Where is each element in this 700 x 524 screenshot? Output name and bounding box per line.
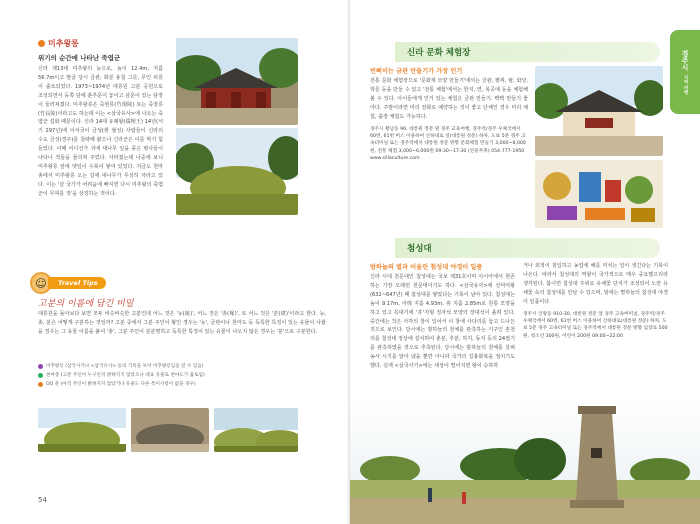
- tomb-legend: [38, 362, 326, 389]
- cheomseongdae-body-cont: 거나 외적이 침입하고 농업에 해를 미치는 일이 생긴다는 기록이 나온다. 따라서 첨성대의 역할이 국가적으로 매우 중요했으리라 생각된다. 봄이면 첨성대 주위로 유채꽃 단지가 조성되어 노란 유채꽃 속의 첨성대를 만날 수 있으며, 밤에는 별하늘의 첨성대 야경이 일품이다.: [523, 263, 668, 305]
- legend-item: OO 분 (아직 주인이 밝혀지지 않았거나 유물도 다른 특이사항이 없을 경우): [38, 380, 326, 389]
- crafts-photo: [535, 160, 663, 228]
- tomb-mound-photo: [176, 128, 298, 215]
- section-title: 미추왕릉: [48, 39, 79, 48]
- tips-body: 대릉원을 돌아보다 보면 모두 비슷비슷한 고분인데 어느 것은 '능(陵)', 어느 것은 '총(塚)', 또 어느 것은 '분(墳)'이라고 한다. 능, 총, 분은 어떻게 구분하는 것일까? 고분 중에서 그분 주인이 왕인 경우는 '능', 금관이나 천마도 등 독특한 특징이 있는 유물이 나왔을 경우는 그 유물 이름을 붙여 '총', 그분 주인이 분분명하고 독특한 특징이 있는 유물이 나오지 않은 경우는 '분'으로 구분한다.: [38, 311, 326, 335]
- cheomseongdae-section-cont: [523, 262, 668, 340]
- tomb-gate-photo: [176, 38, 298, 125]
- side-tab-subtitle: 지역 여행: [683, 74, 688, 95]
- culture-experience-section: [370, 66, 528, 163]
- tomb-photo-2: [131, 408, 209, 452]
- legend-bullet-icon: [38, 364, 43, 369]
- section-body: 신라 제13대 미추왕의 능으로, 높이 12.4m, 지름 56.7m이고 발굴 당시 금관, 화분 용칠 그릇, 무인 피릉이 출토되었다. 1973~1974년 대릉원 고분 공원으로 조성되면서 동쪽 담에 춘추문이 놓이고 삼문이 있는 담장이 둘러쳐졌다. 미추왕릉은 죽현릉(竹現陵) 또는 죽장릉(竹長陵)이라고도 하는데 이는 <삼국유사>에 나오는 죽엽군 설화 때문이다. 신라 14대 유례왕(儒理王) 14년(서기 297년)에 이서국이 금성(현 월성) 사람들이 신라의 수도 금성(경주)를 침략해 왔으나 신라군은 이를 막기 힘들었다. 이때 어디선가 귀에 대나무 잎을 꽂은 병사들이 나타나 적들을 물리쳐 주었다. 사라졌는데 나중에 보니 미추왕릉 앞에 댓잎이 수북이 쌓여 있었다. 지금도 천마총에서 미추왕릉 오는 길에 대나무가 무성히 자라고 있다. 이는 '살 국가가 어려움에 빠지면 다시 미추왕의 죽엽군이 무찌를 것'을 상징하는 것이다.: [38, 66, 163, 197]
- cheomseongdae-heading: 첨성대: [395, 238, 660, 258]
- cheomseongdae-section: [370, 262, 515, 371]
- culture-experience-heading: 신라 문화 체험장: [395, 42, 660, 62]
- legend-item: 미추왕릉 (삼국사기나 <삼국유사> 등의 기록을 보아 미추왕릉임을 알 수 있음): [38, 362, 326, 371]
- legend-item: 천마총 (고분 주인이 누구인지 밝혀지지 않았으나 대표 유물로 천마도가 출토됨): [38, 371, 326, 380]
- legend-bullet-icon: [38, 382, 43, 387]
- section-heading: [38, 38, 163, 49]
- bullet-icon: [38, 40, 45, 47]
- page-number: 54: [38, 496, 47, 504]
- culture-body: 전통 문화 체험장으로 '문화재 모양 만들기'에서는 금관, 팔찌, 탈, 와당, 학문 등을 만들 수 있고 '전통 체험'에서는 한지, 연, 목공에 등을 체험해 볼 수 있다. 아이들에게 인기 있는 체험은 금관 만들기. 빡빡 만들기 좋아다. 주말이라면 미리 전화로 예약하는 것이 좋고 단체인 경우 미리 체험, 출장 체험도 가능하다.: [370, 78, 528, 120]
- michu-tomb-section: [38, 38, 163, 199]
- side-tab-title: 경주시: [681, 49, 689, 71]
- cheomseongdae-info: 경주시 인왕동 910-30, 대릉원 정문 앞 경주 고속버미널, 경주역/경주 우체국에서 60번, 61번 버스 이용하여 산하대로(대릉원 정문) 하차, 도보 5분 경주 고속터미널 또는 경주역에서 대릉원 정문 방향 입장료 500원, 청소년 300원, 어린이 200원 09:00~22:00: [523, 311, 668, 339]
- culture-info: 경주시 황남동 96. 대릉원 정문 옆 경주 교육여행, 경주역/경주 우체국에서 60번, 61번 버스 이용하여 산하대로 일(대릉원 정문) 하차, 도보 5분 경주 고속터미널 또는 경주역에서 대릉원 정문 방향 문화체험 만들기 3,000~8,000원, 전통 체험 3,000~6,000원 09:30~17:30 (연중무휴) 054-777-1950 www.sillaculture.com: [370, 126, 526, 162]
- cheomseongdae-photo: [350, 400, 700, 524]
- culture-subtitle: 빈삐이는 금관 만들기가 가장 인기: [370, 68, 463, 75]
- culture-center-photo: [535, 66, 663, 156]
- cheomseongdae-subtitle: 밤하늘의 별과 어울린 첨성대 야경이 일품: [370, 264, 483, 271]
- region-side-tab: [670, 30, 700, 114]
- tomb-photo-3: [214, 408, 298, 452]
- tips-title: 고분의 이름에 담긴 비밀: [38, 299, 134, 309]
- legend-bullet-icon: [38, 373, 43, 378]
- travel-tips-label: Travel Tips: [48, 277, 106, 289]
- cheomseongdae-body: 신라 시대 천문대인 첨성대는 국보 제31호이며 아시아에서 현존하는 가장 오래된 천문대이기도 하다. <삼국유사>에 선덕여왕(632~647년) 때 첨성대를 쌓았다는 기록이 남아 있다. 첨성대는 높이 9.17m, 아래 지름 4.93m, 위 지름 2.85m로 원통 모양을 하고 있고 꼭대기에 '井'자형 정자석 모양의 장대석이 올려 있다. 중간에는 작은 사각의 창이 있어서 이 창에 사다리를 놓고 드나든 것으로 보인다. 당시에는 밤하늘의 천체를 관측하는 기구인 혼천의를 첨성대 정상에 설치하여 춘분, 추분, 하지, 동지 등의 24절기를 관측하였을 것으로 추측된다. 당시에는 밤하늘의 천체를 살펴 농사 시기를 알아 냈을 뿐만 아니라 국가의 길흉화복을 점치기도 했다. 실제 <삼국사기>에는 세상이 떨어지면 왕이 승하하: [370, 274, 515, 370]
- tomb-photo-1: [38, 408, 126, 452]
- travel-tips-box: [30, 272, 330, 512]
- section-subtitle: 위기의 순간에 나타난 죽엽군: [38, 54, 121, 62]
- travel-tips-badge: [30, 272, 106, 294]
- traveler-icon: ☺: [30, 272, 52, 294]
